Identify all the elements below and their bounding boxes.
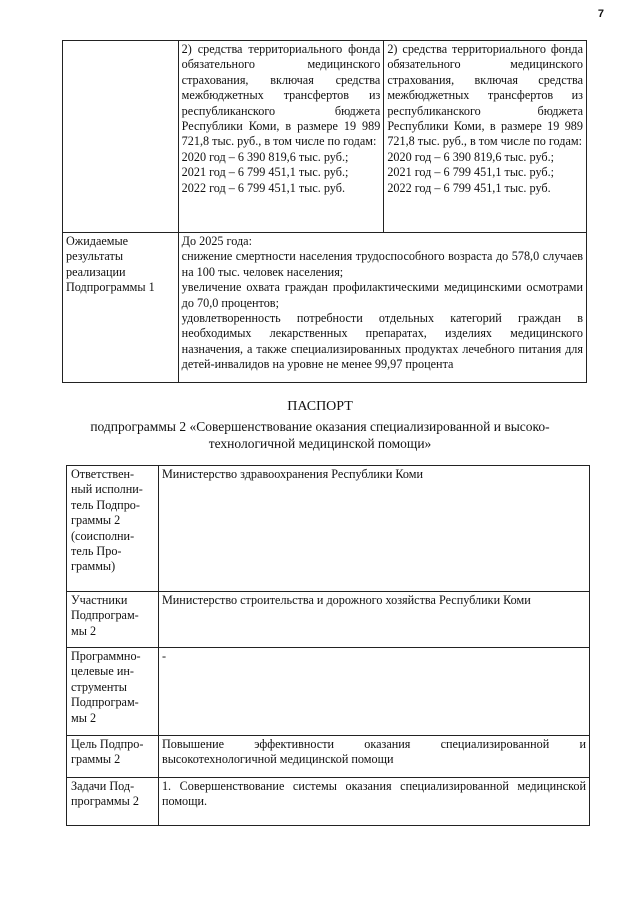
results-line: До 2025 года:	[181, 234, 252, 248]
program-tools-row	[67, 648, 590, 736]
funding-col3-years	[387, 150, 583, 196]
funding-label-cell	[63, 41, 179, 233]
label-line: тель Про-	[71, 544, 122, 559]
label-line: тель Подпро-	[71, 497, 140, 512]
year-line: 2020 год – 6 390 819,6 тыс. руб.;	[387, 149, 555, 164]
participants-value: Министерство строительства и дорожного хозяйства Республики Коми	[158, 592, 589, 648]
participants-row	[67, 592, 590, 648]
subtitle-line: подпрограммы 2 «Совершенствование оказания специализированной и высоко-	[90, 419, 550, 434]
label-line: мы 2	[71, 623, 97, 638]
year-line: 2022 год – 6 799 451,1 тыс. руб.	[387, 180, 551, 195]
label-line: струменты	[71, 679, 127, 694]
program-tools-label	[67, 648, 159, 736]
results-label-cell: Ожидаемые результаты реализации Подпрограммы 1	[63, 233, 179, 383]
goal-label	[67, 736, 159, 778]
program-1-passport-table-continued	[62, 40, 587, 383]
funding-col2-years	[182, 150, 381, 196]
participants-label	[67, 592, 159, 648]
tasks-label	[67, 778, 159, 826]
responsible-executor-label	[67, 466, 159, 592]
tasks-row	[67, 778, 590, 826]
program-tools-value: -	[158, 648, 589, 736]
label-line: программы 2	[71, 794, 139, 809]
label-line: Цель Подпро-	[71, 737, 144, 751]
label-line: Задачи Под-	[71, 779, 135, 793]
goal-text: Повышение эффективности оказания специализированной и высокотехнологичной медицинской помощи	[161, 737, 586, 767]
tasks-text: 1. Совершенствование системы оказания специализированной медицинской помощи.	[161, 779, 586, 809]
label-line: Ответствен-	[71, 467, 135, 481]
funding-col3-cell	[384, 41, 587, 233]
label-line: мы 2	[71, 710, 97, 725]
passport-title: ПАСПОРТ	[287, 399, 353, 414]
results-row	[63, 233, 587, 383]
responsible-executor-row	[67, 466, 590, 592]
label-line: граммы 2	[71, 513, 121, 528]
passport-subtitle	[0, 418, 640, 452]
results-line: снижение смертности населения трудоспособного возраста до 578,0 случаев на 100 тыс. человек населения;	[181, 249, 583, 279]
funding-row	[63, 41, 587, 233]
year-line: 2021 год – 6 799 451,1 тыс. руб.;	[181, 165, 349, 180]
responsible-executor-value: Министерство здравоохранения Республики Коми	[158, 466, 589, 592]
label-line: ный исполни-	[71, 482, 143, 497]
results-line: удовлетворенность потребности отдельных категорий граждан в необходимых лекарственных препаратах, изделиях медицинского назначения, а также специализированных продуктах лечебного питания для детей-инвалидов на уровне не менее 99,97 процента	[181, 311, 583, 372]
label-line: (соисполни-	[71, 528, 135, 543]
page-number: 7	[597, 8, 604, 20]
label-line: граммы 2	[71, 752, 121, 767]
label-line: Подпрограм-	[71, 695, 139, 710]
year-line: 2020 год – 6 390 819,6 тыс. руб.;	[181, 149, 349, 164]
tasks-value	[158, 778, 589, 826]
label-line: Подпрограм-	[71, 608, 139, 623]
year-line: 2021 год – 6 799 451,1 тыс. руб.;	[387, 165, 555, 180]
year-line: 2022 год – 6 799 451,1 тыс. руб.	[181, 180, 345, 195]
label-line: целевые ин-	[71, 664, 134, 679]
funding-col2-paragraph: 2) средства территориального фонда обязательного медицинского страхования, включая средства межбюджетных трансфертов из республиканского бюджета Республики Коми, в размере 19 989 721,8 тыс. руб., в том числе по годам:	[181, 42, 381, 149]
goal-value	[158, 736, 589, 778]
program-2-passport-table	[66, 465, 590, 826]
label-line: граммы)	[71, 559, 116, 574]
goal-row	[67, 736, 590, 778]
subtitle-line: технологичной медицинской помощи»	[208, 436, 432, 451]
funding-col3-paragraph: 2) средства территориального фонда обязательного медицинского страхования, включая средства межбюджетных трансфертов из республиканского бюджета Республики Коми, в размере 19 989 721,8 тыс. руб., в том числе по годам:	[387, 42, 583, 149]
results-line: увеличение охвата граждан профилактическими медицинскими осмотрами до 70,0 процентов;	[181, 280, 583, 310]
results-value-cell	[178, 233, 586, 383]
label-line: Участники	[71, 593, 128, 607]
label-line: Программно-	[71, 649, 141, 663]
funding-col2-cell	[178, 41, 384, 233]
